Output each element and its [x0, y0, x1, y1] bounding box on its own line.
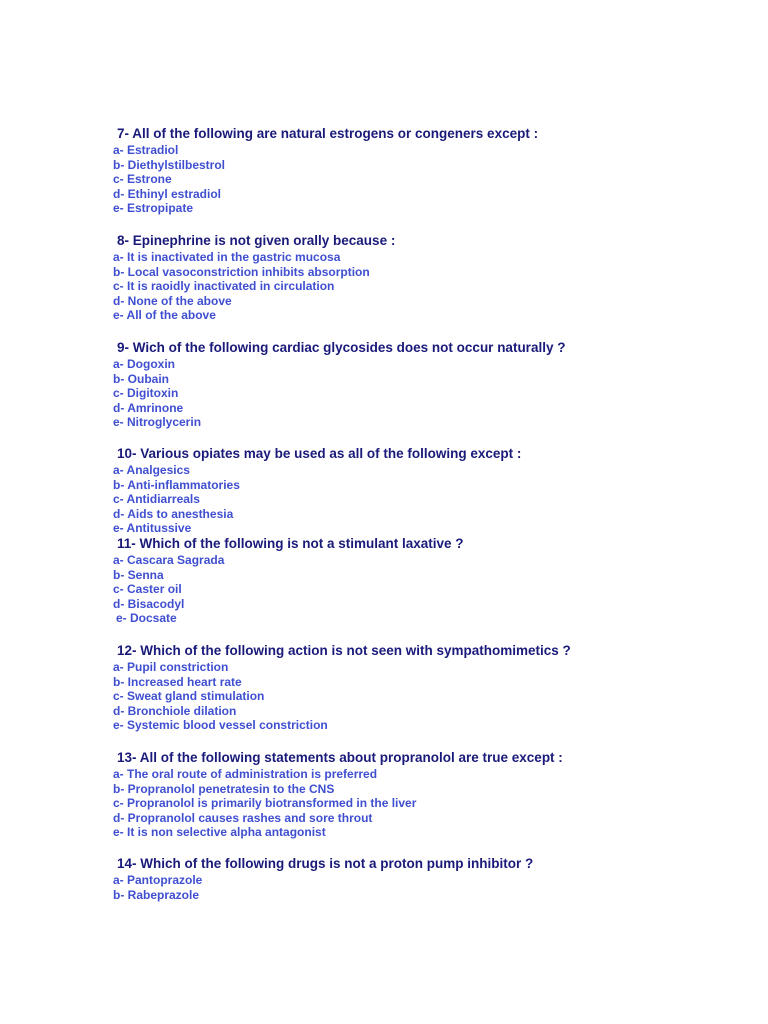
option-e: e- Docsate: [116, 611, 177, 626]
option-list: [113, 873, 753, 902]
option-e: e- It is non selective alpha antagonist: [113, 825, 326, 840]
question-title: 7- All of the following are natural estrogens or congeners except :: [117, 126, 539, 141]
question-11: [113, 536, 753, 626]
option-a: a- Pupil constriction: [113, 660, 229, 674]
option-e: e- Nitroglycerin: [113, 415, 202, 430]
question-title: 14- Which of the following drugs is not a proton pump inhibitor ?: [117, 856, 534, 871]
option-b: b- Senna: [113, 567, 164, 582]
question-9: [113, 340, 753, 430]
option-b: b- Rabeprazole: [113, 887, 200, 902]
option-list: [113, 660, 753, 733]
option-list: [113, 463, 753, 536]
option-d: d- Amrinone: [113, 400, 184, 415]
option-a: a- Dogoxin: [113, 357, 175, 371]
option-a: a- Analgesics: [113, 463, 190, 477]
option-a: a- It is inactivated in the gastric mucosa: [113, 250, 341, 264]
option-a: a- The oral route of administration is preferred: [113, 767, 378, 781]
question-7: [113, 126, 753, 216]
option-b: b- Local vasoconstriction inhibits absorption: [113, 264, 370, 279]
option-d: d- None of the above: [113, 293, 232, 308]
question-14: [113, 856, 753, 902]
question-10: [113, 446, 753, 536]
option-c: c- Sweat gland stimulation: [113, 689, 265, 704]
option-c: c- Propranolol is primarily biotransformed in the liver: [113, 796, 417, 811]
option-list: [113, 143, 753, 216]
option-e: e- Estropipate: [113, 201, 194, 216]
question-title: 11- Which of the following is not a stimulant laxative ?: [117, 536, 464, 551]
option-b: b- Diethylstilbestrol: [113, 157, 226, 172]
option-e: e- All of the above: [113, 308, 216, 323]
option-d: d- Propranolol causes rashes and sore throut: [113, 810, 373, 825]
option-b: b- Increased heart rate: [113, 674, 242, 689]
option-list: [113, 553, 753, 626]
option-a: a- Cascara Sagrada: [113, 553, 225, 567]
option-b: b- Oubain: [113, 371, 169, 386]
question-title: 13- All of the following statements about propranolol are true except :: [117, 750, 563, 765]
question-8: [113, 233, 753, 323]
option-list: [113, 357, 753, 430]
option-c: c- Caster oil: [113, 582, 182, 597]
question-13: [113, 750, 753, 840]
option-list: [113, 250, 753, 323]
option-b: b- Anti-inflammatories: [113, 477, 240, 492]
option-b: b- Propranolol penetratesin to the CNS: [113, 781, 335, 796]
option-c: c- Antidiarreals: [113, 492, 200, 507]
option-d: d- Aids to anesthesia: [113, 506, 234, 521]
question-title: 8- Epinephrine is not given orally because :: [117, 233, 396, 248]
option-c: c- Estrone: [113, 172, 172, 187]
option-list: [113, 767, 753, 840]
option-d: d- Bisacodyl: [113, 596, 185, 611]
question-title: 10- Various opiates may be used as all of the following except :: [117, 446, 522, 461]
question-title: 12- Which of the following action is not seen with sympathomimetics ?: [117, 643, 571, 658]
option-c: c- Digitoxin: [113, 386, 179, 401]
option-d: d- Bronchiole dilation: [113, 703, 237, 718]
question-title: 9- Wich of the following cardiac glycosides does not occur naturally ?: [117, 340, 566, 355]
option-d: d- Ethinyl estradiol: [113, 186, 222, 201]
option-e: e- Systemic blood vessel constriction: [113, 718, 328, 733]
option-e: e- Antitussive: [113, 521, 192, 536]
question-12: [113, 643, 753, 733]
option-c: c- It is raoidly inactivated in circulation: [113, 279, 335, 294]
option-a: a- Estradiol: [113, 143, 179, 157]
option-a: a- Pantoprazole: [113, 873, 203, 887]
